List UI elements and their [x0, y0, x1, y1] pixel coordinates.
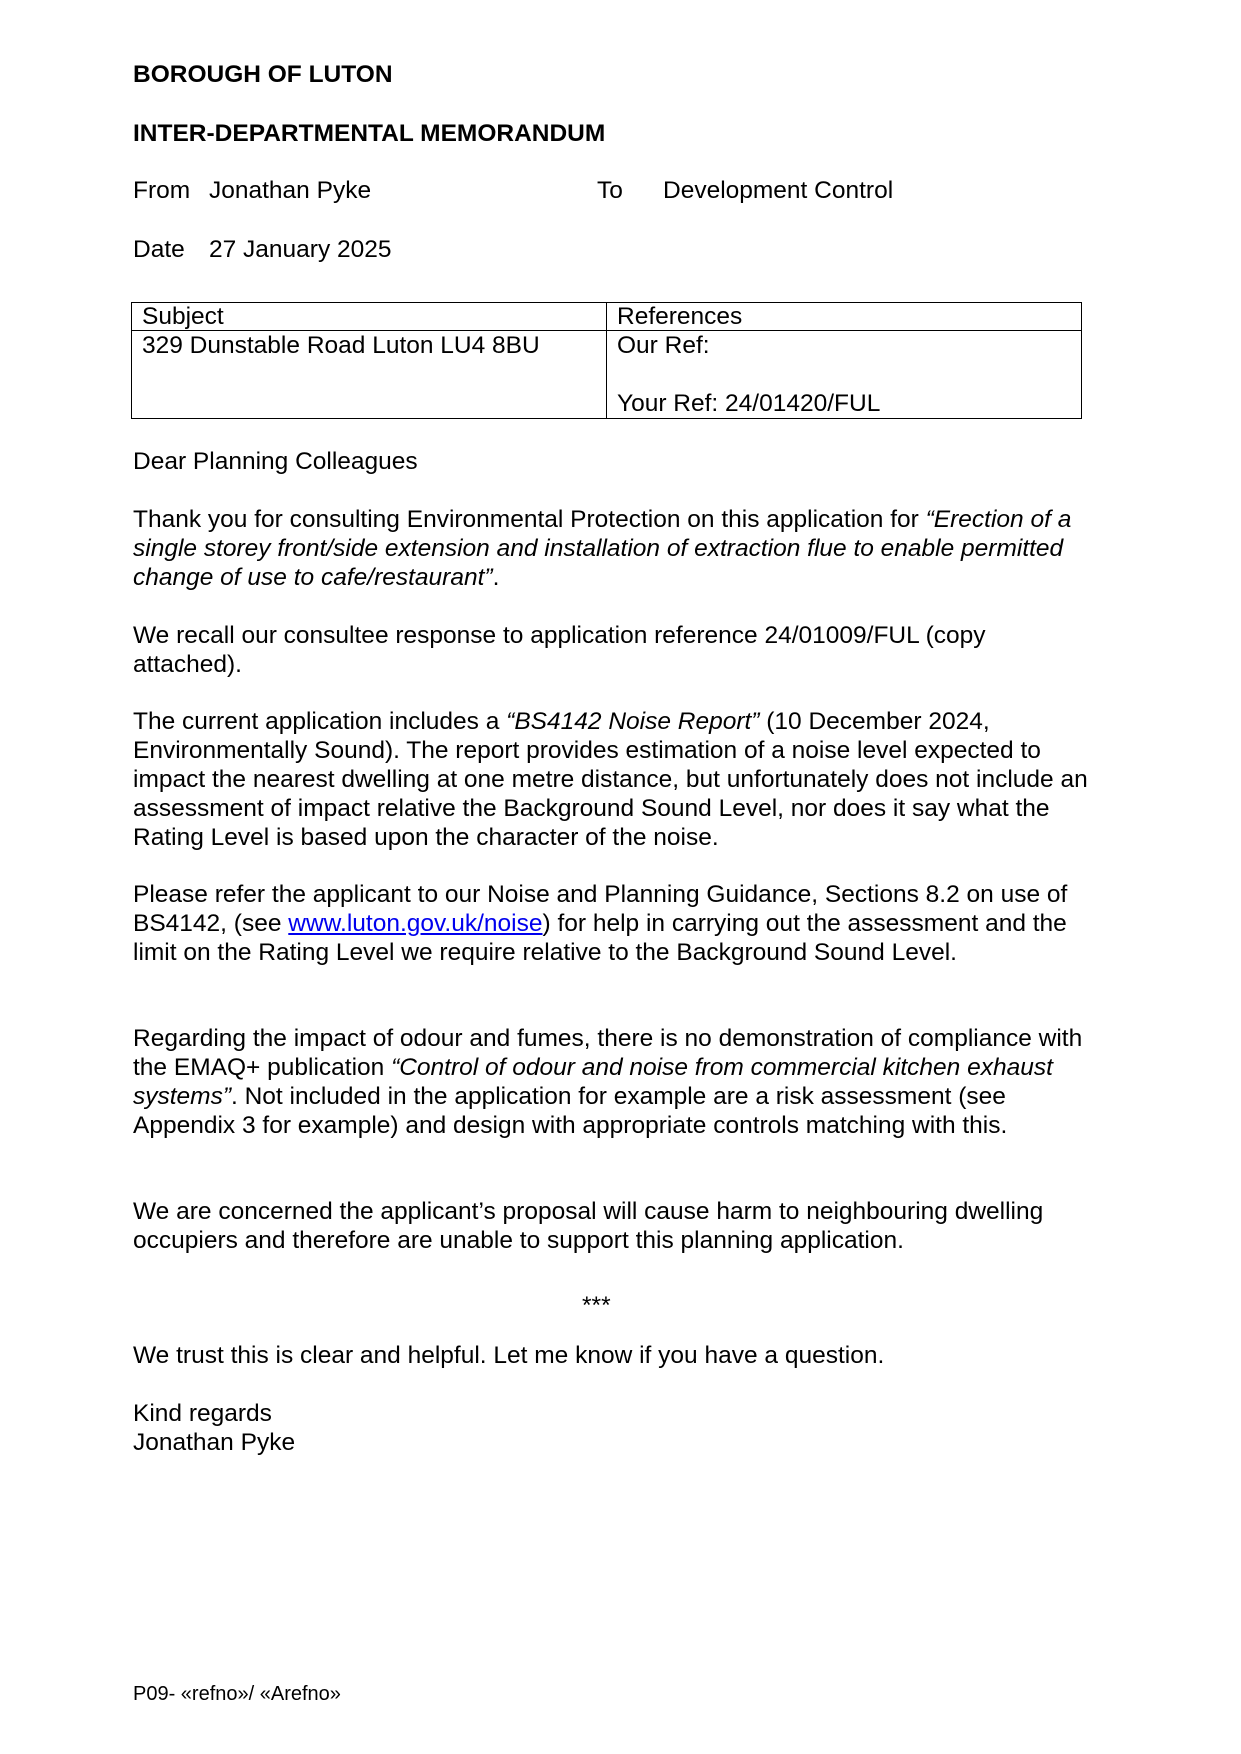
paragraph-odour [133, 1024, 1093, 1140]
paragraph-conclusion: We are concerned the applicant’s proposal will cause harm to neighbouring dwelling occupiers and therefore are unable to support this planning application. [133, 1198, 1044, 1254]
to-value: Development Control [663, 177, 894, 204]
salutation: Dear Planning Colleagues [133, 448, 418, 475]
closing-line: We trust this is clear and helpful. Let me know if you have a question. [133, 1342, 885, 1369]
date-value: 27 January 2025 [209, 236, 392, 263]
footer-code: P09- «refno»/ «Arefno» [133, 1683, 341, 1705]
subject-value: 329 Dunstable Road Luton LU4 8BU [132, 331, 607, 419]
p1-quote: “Erection of a single storey front/side extension and installation of extraction flue to enable permitted change of use to cafe/restaurant” [133, 506, 1072, 591]
reference-table-header-row [132, 303, 1082, 331]
our-ref: Our Ref: [617, 332, 710, 359]
date-label: Date [133, 236, 185, 263]
signature: Jonathan Pyke [133, 1429, 296, 1456]
paragraph-guidance [133, 880, 1093, 967]
reference-table [131, 302, 1082, 419]
paragraph-noise-report [133, 707, 1093, 852]
p5-text-b: . Not included in the application for example are a risk assessment (see Appendix 3 for example) and design with appropriate controls matching with this. [133, 1083, 1008, 1139]
memo-type-heading: INTER-DEPARTMENTAL MEMORANDUM [133, 120, 606, 147]
p3-text-b: (10 December 2024, Environmentally Sound). The report provides estimation of a noise level expected to impact the nearest dwelling at one metre distance, but unfortunately does not include an assessment of impact relative the Background Sound Level, nor does it say what the Rating Level is based upon the character of the noise. [133, 708, 1088, 851]
p5-text-a: Regarding the impact of odour and fumes, there is no demonstration of compliance with the EMAQ+ publication [133, 1025, 1083, 1081]
references-cell [607, 331, 1082, 419]
noise-guidance-link[interactable]: www.luton.gov.uk/noise [288, 910, 543, 937]
ref-spacer [617, 360, 1071, 389]
organisation-heading: BOROUGH OF LUTON [133, 61, 393, 88]
paragraph-recall: We recall our consultee response to application reference 24/01009/FUL (copy attached). [133, 622, 986, 678]
p3-quote: “BS4142 Noise Report” [506, 708, 760, 735]
p1-text-a: Thank you for consulting Environmental Protection on this application for [133, 506, 926, 533]
to-label: To [597, 177, 623, 204]
section-separator: *** [582, 1292, 611, 1319]
subject-header: Subject [132, 303, 607, 331]
p4-text-b: ) for help in carrying out the assessment and the limit on the Rating Level we require relative to the Background Sound Level. [133, 910, 1067, 966]
your-ref: Your Ref: 24/01420/FUL [617, 390, 881, 417]
paragraph-consultation [133, 505, 1093, 592]
p4-text-a: Please refer the applicant to our Noise and Planning Guidance, Sections 8.2 on use of BS4142, (see [133, 881, 1068, 937]
from-label: From [133, 177, 191, 204]
reference-table-body-row [132, 331, 1082, 419]
sign-off: Kind regards [133, 1400, 272, 1427]
p5-quote: “Control of odour and noise from commercial kitchen exhaust systems” [133, 1054, 1053, 1110]
p1-text-b: . [492, 564, 500, 591]
from-value: Jonathan Pyke [209, 177, 372, 204]
references-header: References [607, 303, 1082, 331]
p3-text-a: The current application includes a [133, 708, 507, 735]
